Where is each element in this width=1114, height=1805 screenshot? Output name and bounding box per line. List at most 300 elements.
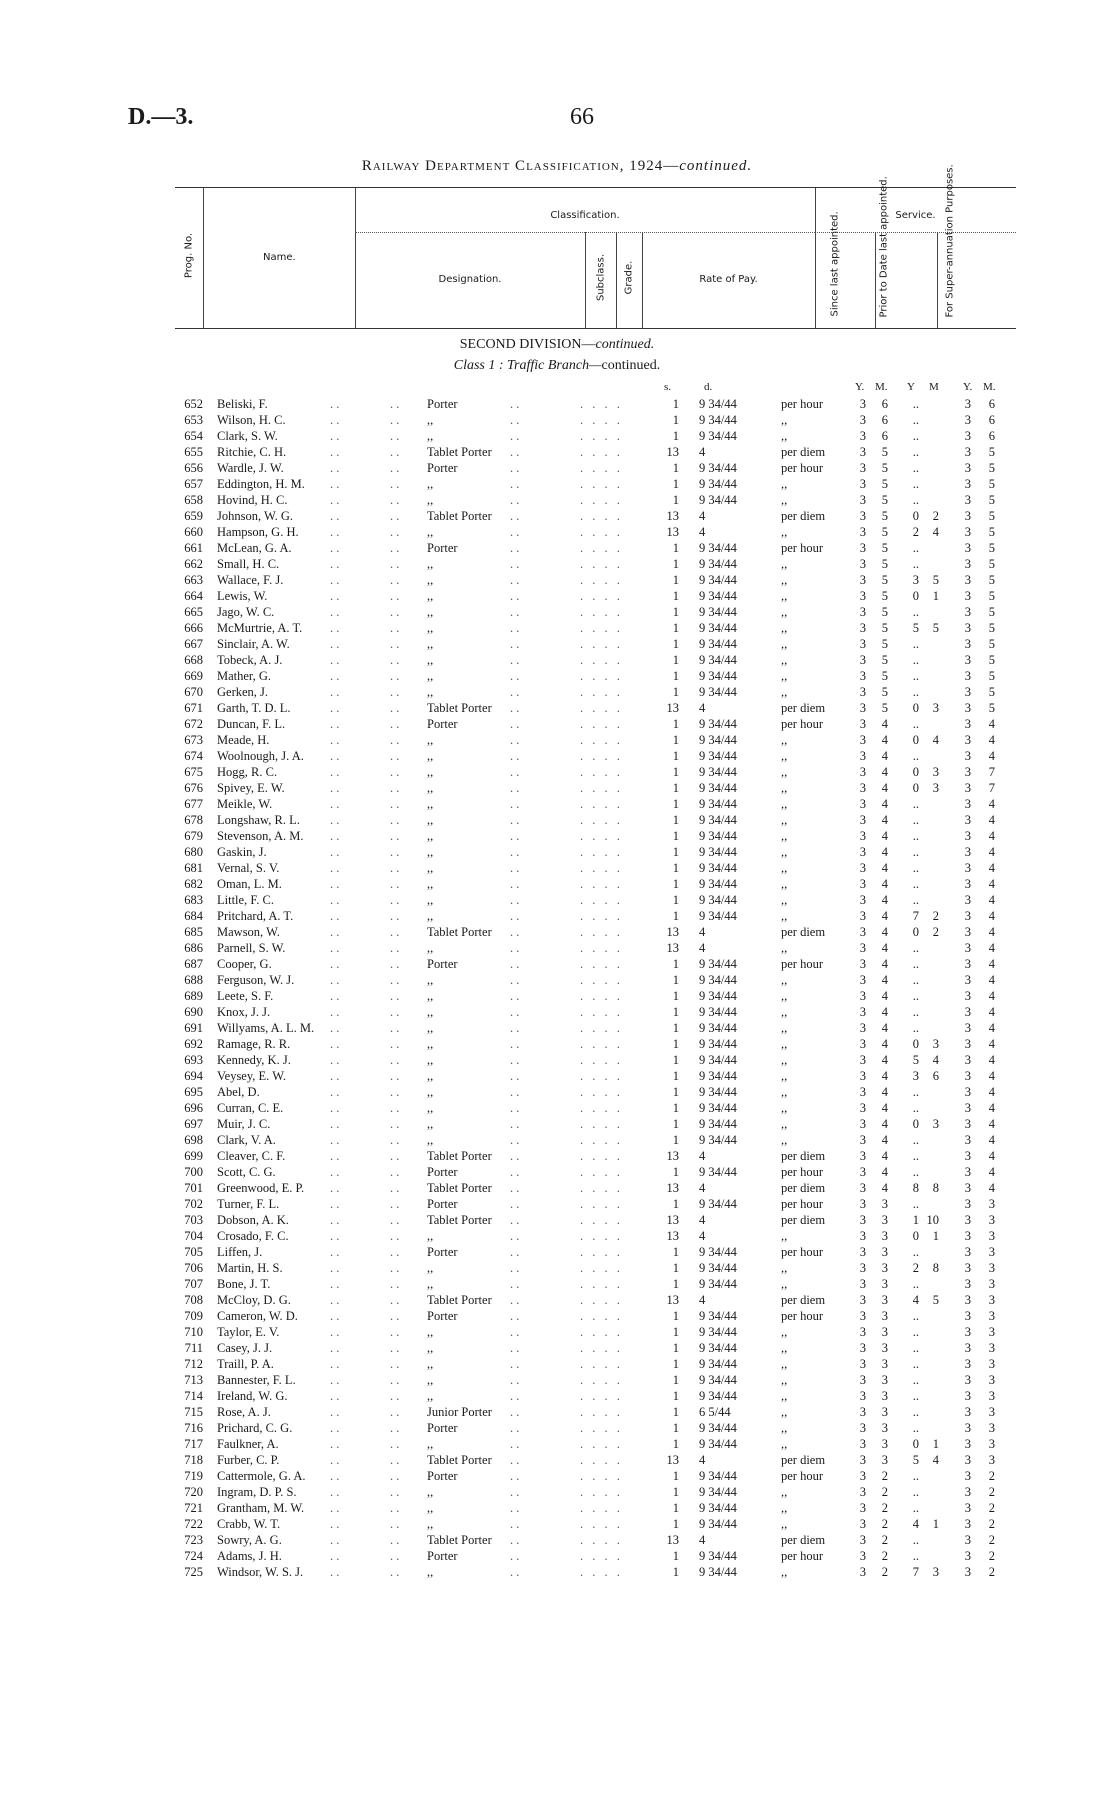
designation: ,, [427,1037,434,1051]
rate-of-pay: 4 [699,525,706,539]
prior-years: 0 [912,1117,919,1131]
leader-dots: . . [390,525,400,539]
table-row [175,732,1016,748]
prog-no: 723 [184,1533,203,1547]
subclass: 1 [672,893,679,907]
designation: ,, [427,525,434,539]
subclass: 1 [672,541,679,555]
prior-years: .. [912,685,919,699]
leader-dots: . . . . [580,1149,623,1163]
leader-dots: . . . . [580,1373,623,1387]
leader-dots: . . [330,589,340,603]
designation: ,, [427,1101,434,1115]
since-years: 3 [859,1485,866,1499]
since-months: 4 [881,717,888,731]
leader-dots: . . [510,989,520,1003]
table-row [175,652,1016,668]
since-years: 3 [859,637,866,651]
prog-no: 716 [184,1421,203,1435]
leader-dots: . . . . [580,717,623,731]
super-months: 5 [988,477,995,491]
leader-dots: . . [390,1341,400,1355]
designation: Tablet Porter [427,1149,492,1163]
since-years: 3 [859,429,866,443]
subclass: 1 [672,1261,679,1275]
leader-dots: . . [390,1421,400,1435]
since-years: 3 [859,1245,866,1259]
table-row [175,1052,1016,1068]
since-years: 3 [859,1357,866,1371]
leader-dots: . . [510,429,520,443]
prior-years: .. [912,1389,919,1403]
rate-of-pay: 4 [699,925,706,939]
leader-dots: . . [390,589,400,603]
leader-dots: . . [390,1117,400,1131]
rate-unit: ,, [781,893,788,907]
leader-dots: . . . . [580,637,623,651]
super-months: 3 [988,1341,995,1355]
rate-unit: ,, [781,605,788,619]
super-years: 3 [964,509,971,523]
super-years: 3 [964,1373,971,1387]
leader-dots: . . [510,1277,520,1291]
leader-dots: . . [390,445,400,459]
since-months: 4 [881,925,888,939]
leader-dots: . . [390,797,400,811]
prior-years: 0 [912,733,919,747]
since-months: 2 [881,1565,888,1579]
since-months: 4 [881,1101,888,1115]
super-months: 3 [988,1421,995,1435]
table-row [175,892,1016,908]
header-rule [815,188,816,328]
designation: ,, [427,877,434,891]
rate-of-pay: 4 [699,509,706,523]
prior-years: 8 [912,1181,919,1195]
employee-name: Liffen, J. [217,1245,263,1259]
rate-of-pay: 9 34/44 [699,397,737,411]
leader-dots: . . [510,893,520,907]
employee-name: Pritchard, A. T. [217,909,294,923]
super-years: 3 [964,1485,971,1499]
super-years: 3 [964,493,971,507]
prior-years: .. [912,477,919,491]
rate-unit: ,, [781,413,788,427]
rate-unit: ,, [781,989,788,1003]
employee-name: Willyams, A. L. M. [217,1021,315,1035]
rate-unit: ,, [781,829,788,843]
header-rule [875,232,876,328]
leader-dots: . . [510,909,520,923]
since-years: 3 [859,1149,866,1163]
employee-name: Mather, G. [217,669,271,683]
designation: Tablet Porter [427,1533,492,1547]
super-months: 4 [988,749,995,763]
rate-of-pay: 9 34/44 [699,541,737,555]
prog-no: 684 [184,909,203,923]
super-years: 3 [964,813,971,827]
rate-unit: ,, [781,973,788,987]
since-years: 3 [859,1373,866,1387]
since-years: 3 [859,605,866,619]
prior-years: .. [912,605,919,619]
since-years: 3 [859,749,866,763]
since-months: 4 [881,1117,888,1131]
leader-dots: . . [330,429,340,443]
prog-no: 685 [184,925,203,939]
prog-no: 705 [184,1245,203,1259]
super-years: 3 [964,1133,971,1147]
leader-dots: . . [390,1133,400,1147]
subclass: 1 [672,685,679,699]
prior-years: .. [912,1085,919,1099]
prior-months: 3 [932,1037,939,1051]
table-row [175,412,1016,428]
since-months: 3 [881,1277,888,1291]
since-months: 4 [881,1133,888,1147]
designation: Porter [427,461,458,475]
leader-dots: . . [510,1565,520,1579]
super-months: 2 [988,1565,995,1579]
super-months: 3 [988,1325,995,1339]
table-row [175,1068,1016,1084]
rate-of-pay: 9 34/44 [699,909,737,923]
leader-dots: . . . . [580,893,623,907]
leader-dots: . . [510,1069,520,1083]
super-months: 6 [988,429,995,443]
leader-dots: . . [390,1485,400,1499]
prior-months: 5 [932,573,939,587]
rate-unit: ,, [781,1421,788,1435]
leader-dots: . . [330,989,340,1003]
leader-dots: . . [330,445,340,459]
super-years: 3 [964,685,971,699]
header-prior-to-date: Prior to Date last appointed. [878,176,890,318]
since-years: 3 [859,861,866,875]
prior-years: 7 [912,909,919,923]
super-months: 4 [988,1085,995,1099]
table-row [175,1292,1016,1308]
employee-name: Sinclair, A. W. [217,637,290,651]
designation: ,, [427,605,434,619]
leader-dots: . . [390,973,400,987]
since-months: 4 [881,1069,888,1083]
designation: Tablet Porter [427,701,492,715]
since-months: 3 [881,1261,888,1275]
header-prog-no: Prog. No. [183,232,195,279]
leader-dots: . . . . [580,765,623,779]
leader-dots: . . [330,1373,340,1387]
rate-unit: ,, [781,1341,788,1355]
employee-name: Meade, H. [217,733,270,747]
table-row [175,1404,1016,1420]
rate-unit: ,, [781,1101,788,1115]
leader-dots: . . [330,541,340,555]
rate-of-pay: 9 34/44 [699,1085,737,1099]
leader-dots: . . [390,1357,400,1371]
designation: ,, [427,493,434,507]
table-row [175,924,1016,940]
since-months: 5 [881,605,888,619]
rate-unit: per diem [781,1149,826,1163]
leader-dots: . . [510,1421,520,1435]
prior-months: 3 [932,701,939,715]
employee-name: Rose, A. J. [217,1405,271,1419]
leader-dots: . . . . [580,429,623,443]
leader-dots: . . [330,493,340,507]
unit-years-super: Y. [963,381,973,393]
employee-name: Oman, L. M. [217,877,282,891]
leader-dots: . . [510,1341,520,1355]
rate-unit: ,, [781,429,788,443]
subclass: 13 [666,1229,679,1243]
since-years: 3 [859,973,866,987]
prog-no: 674 [184,749,203,763]
header-rule [585,232,586,328]
super-years: 3 [964,669,971,683]
since-years: 3 [859,1325,866,1339]
leader-dots: . . [510,621,520,635]
employee-name: Johnson, W. G. [217,509,294,523]
leader-dots: . . . . [580,829,623,843]
prog-no: 669 [184,669,203,683]
employee-name: Spivey, E. W. [217,781,285,795]
prior-years: .. [912,397,919,411]
designation: Tablet Porter [427,1453,492,1467]
rate-of-pay: 4 [699,701,706,715]
document-title-main: Railway Department Classification, 1924— [361,158,680,174]
leader-dots: . . [510,1245,520,1259]
prior-years: .. [912,1421,919,1435]
super-years: 3 [964,733,971,747]
leader-dots: . . [510,1101,520,1115]
since-months: 4 [881,1181,888,1195]
rate-unit: ,, [781,1037,788,1051]
subclass: 1 [672,1517,679,1531]
since-years: 3 [859,925,866,939]
leader-dots: . . . . [580,1069,623,1083]
prog-no: 692 [184,1037,203,1051]
rate-unit: ,, [781,1053,788,1067]
since-years: 3 [859,941,866,955]
rate-of-pay: 9 34/44 [699,1309,737,1323]
super-months: 2 [988,1485,995,1499]
table-row [175,588,1016,604]
leader-dots: . . [330,765,340,779]
super-months: 4 [988,1133,995,1147]
super-months: 5 [988,669,995,683]
prog-no: 702 [184,1197,203,1211]
leader-dots: . . [510,1133,520,1147]
rate-of-pay: 9 34/44 [699,1165,737,1179]
leader-dots: . . [390,861,400,875]
rate-of-pay: 9 34/44 [699,973,737,987]
since-months: 2 [881,1485,888,1499]
leader-dots: . . [330,1549,340,1563]
leader-dots: . . . . [580,525,623,539]
super-months: 5 [988,525,995,539]
leader-dots: . . [330,557,340,571]
leader-dots: . . . . [580,445,623,459]
table-row [175,700,1016,716]
leader-dots: . . [330,1405,340,1419]
leader-dots: . . [330,1517,340,1531]
rate-unit: ,, [781,1565,788,1579]
prior-years: .. [912,877,919,891]
table-row [175,956,1016,972]
rate-unit: ,, [781,1373,788,1387]
super-months: 3 [988,1453,995,1467]
leader-dots: . . [390,957,400,971]
leader-dots: . . [330,973,340,987]
super-months: 3 [988,1229,995,1243]
designation: Porter [427,541,458,555]
super-years: 3 [964,1565,971,1579]
designation: ,, [427,829,434,843]
prog-no: 666 [184,621,203,635]
rate-of-pay: 9 34/44 [699,1325,737,1339]
subclass: 1 [672,1277,679,1291]
since-months: 6 [881,413,888,427]
super-years: 3 [964,877,971,891]
employee-name: Little, F. C. [217,893,274,907]
leader-dots: . . [330,941,340,955]
page-number: 66 [570,104,594,130]
table-row [175,572,1016,588]
super-years: 3 [964,397,971,411]
since-months: 5 [881,669,888,683]
employee-name: Duncan, F. L. [217,717,286,731]
leader-dots: . . [510,1517,520,1531]
prog-no: 672 [184,717,203,731]
prog-no: 696 [184,1101,203,1115]
rate-unit: ,, [781,781,788,795]
subclass: 1 [672,813,679,827]
designation: ,, [427,1501,434,1515]
since-months: 3 [881,1309,888,1323]
designation: ,, [427,429,434,443]
subclass: 1 [672,1309,679,1323]
since-months: 4 [881,957,888,971]
since-months: 5 [881,701,888,715]
designation: ,, [427,781,434,795]
prog-no: 682 [184,877,203,891]
leader-dots: . . [390,397,400,411]
subclass: 1 [672,461,679,475]
leader-dots: . . [330,1453,340,1467]
designation: ,, [427,909,434,923]
employee-name: Hampson, G. H. [217,525,299,539]
designation: ,, [427,621,434,635]
rate-unit: per hour [781,1245,823,1259]
designation: ,, [427,1021,434,1035]
since-years: 3 [859,461,866,475]
prior-years: .. [912,1501,919,1515]
leader-dots: . . [330,669,340,683]
leader-dots: . . [510,1533,520,1547]
employee-name: Scott, C. G. [217,1165,276,1179]
since-months: 4 [881,733,888,747]
super-years: 3 [964,1549,971,1563]
table-row [175,1308,1016,1324]
leader-dots: . . [330,477,340,491]
rate-unit: ,, [781,1229,788,1243]
prog-no: 664 [184,589,203,603]
employee-name: Ramage, R. R. [217,1037,291,1051]
prior-years: 4 [912,1293,919,1307]
division-title: SECOND DIVISION— [459,337,596,352]
since-years: 3 [859,1309,866,1323]
leader-dots: . . [330,1181,340,1195]
prior-months: 1 [932,589,939,603]
employee-name: Prichard, C. G. [217,1421,293,1435]
leader-dots: . . [390,781,400,795]
rate-of-pay: 4 [699,941,706,955]
leader-dots: . . [510,973,520,987]
employee-name: Clark, V. A. [217,1133,276,1147]
table-row [175,1436,1016,1452]
rate-of-pay: 9 34/44 [699,1197,737,1211]
rate-of-pay: 9 34/44 [699,685,737,699]
employee-name: Mawson, W. [217,925,280,939]
prior-years: 1 [912,1213,919,1227]
rate-of-pay: 9 34/44 [699,1565,737,1579]
rate-of-pay: 9 34/44 [699,429,737,443]
rate-unit: ,, [781,733,788,747]
rate-unit: ,, [781,877,788,891]
rate-of-pay: 4 [699,1181,706,1195]
leader-dots: . . . . [580,733,623,747]
unit-shillings: s. [664,381,672,393]
super-years: 3 [964,1005,971,1019]
super-months: 5 [988,493,995,507]
rate-unit: ,, [781,749,788,763]
prog-no: 676 [184,781,203,795]
prog-no: 652 [184,397,203,411]
document-title-suffix: continued. [679,158,753,174]
super-years: 3 [964,461,971,475]
since-years: 3 [859,1117,866,1131]
super-months: 7 [988,765,995,779]
leader-dots: . . . . [580,1181,623,1195]
super-years: 3 [964,1517,971,1531]
leader-dots: . . [510,861,520,875]
leader-dots: . . . . [580,861,623,875]
prior-years: 0 [912,765,919,779]
rate-of-pay: 9 34/44 [699,1261,737,1275]
prior-years: .. [912,1197,919,1211]
leader-dots: . . [330,1325,340,1339]
leader-dots: . . . . [580,1277,623,1291]
subclass: 1 [672,1197,679,1211]
rate-unit: ,, [781,1085,788,1099]
leader-dots: . . [390,493,400,507]
rate-unit: per diem [781,1293,826,1307]
table-row [175,796,1016,812]
super-months: 4 [988,813,995,827]
prog-no: 695 [184,1085,203,1099]
prog-no: 668 [184,653,203,667]
prior-months: 3 [932,765,939,779]
super-years: 3 [964,1405,971,1419]
since-years: 3 [859,477,866,491]
table-row [175,556,1016,572]
super-years: 3 [964,1021,971,1035]
rate-unit: per hour [781,541,823,555]
rate-unit: ,, [781,653,788,667]
employee-name: Ingram, D. P. S. [217,1485,297,1499]
designation: ,, [427,1341,434,1355]
